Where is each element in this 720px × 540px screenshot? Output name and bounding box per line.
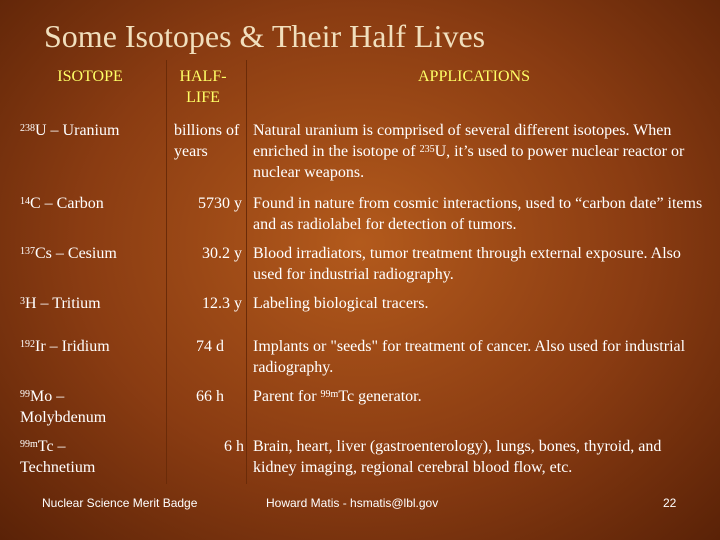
application-text-cont: Tc generator. [338,388,422,405]
isotope-name: C – Carbon [30,195,104,212]
application-cell [253,336,703,378]
isotope-cell [20,436,130,478]
half-life-cell: 66 h [196,388,224,405]
page-number: 22 [663,496,677,510]
application-text: Labeling biological tracers. [253,295,429,312]
application-text-cont: U, it’s used to power nuclear reactor or nuclear weapons. [253,143,685,181]
mass-number: 99 [20,389,30,400]
isotope-name: Mo – Molybdenum [20,388,107,426]
half-life-cell: 5730 y [198,195,242,212]
application-cell [253,293,703,314]
slide-title: Some Isotopes & Their Half Lives [44,18,486,54]
half-life-cell: 6 h [224,438,244,455]
header-applications: APPLICATIONS [417,68,530,85]
mass-number: 238 [20,123,35,134]
application-cell [253,386,703,407]
application-text: Blood irradiators, tumor treatment through external exposure. Also used for industrial radiography. [253,245,681,283]
half-life-cell: 30.2 y [202,245,242,262]
isotope-cell [20,193,170,214]
footer-contact: Howard Matis - hsmatis@lbl.gov [266,496,439,510]
isotope-cell [20,386,150,428]
half-life-cell: 74 d [196,338,224,355]
isotope-cell [20,293,170,314]
half-life-cell: billions of years [174,122,240,160]
isotope-name: U – Uranium [35,122,120,139]
header-isotope: ISOTOPE [57,68,123,85]
application-cell [253,193,703,235]
application-text: Natural uranium is comprised of several different isotopes. When enriched in the isotope of [253,122,672,160]
application-cell [253,436,703,478]
application-text: Implants or "seeds" for treatment of cancer. Also used for industrial radiography. [253,338,686,376]
application-text: Parent for [253,388,321,405]
application-cell [253,120,703,183]
application-text: Found in nature from cosmic interactions, used to “carbon date” items and as radiolabel for detection of tumors. [253,195,703,233]
application-cell [253,243,703,285]
footer-course: Nuclear Science Merit Badge [42,496,198,510]
isotope-cell [20,120,170,141]
isotope-name: Tc – Technetium [20,438,96,476]
mass-number: 192 [20,339,35,350]
mass-number: 14 [20,196,30,207]
application-sup: 235 [419,144,435,155]
header-half-life: HALF-LIFE [179,68,227,106]
isotope-cell [20,336,170,357]
mass-number: 99m [20,439,38,450]
isotope-name: Cs – Cesium [35,245,117,262]
isotope-name: H – Tritium [25,295,101,312]
application-text: Brain, heart, liver (gastroenterology), lungs, bones, thyroid, and kidney imaging, regional cerebral blood flow, etc. [253,438,662,476]
isotope-name: Ir – Iridium [35,338,110,355]
half-life-cell: 12.3 y [202,295,242,312]
application-sup: 99m [320,389,339,400]
mass-number: 137 [20,246,35,257]
mass-number: 3 [20,296,25,307]
isotope-cell [20,243,170,264]
